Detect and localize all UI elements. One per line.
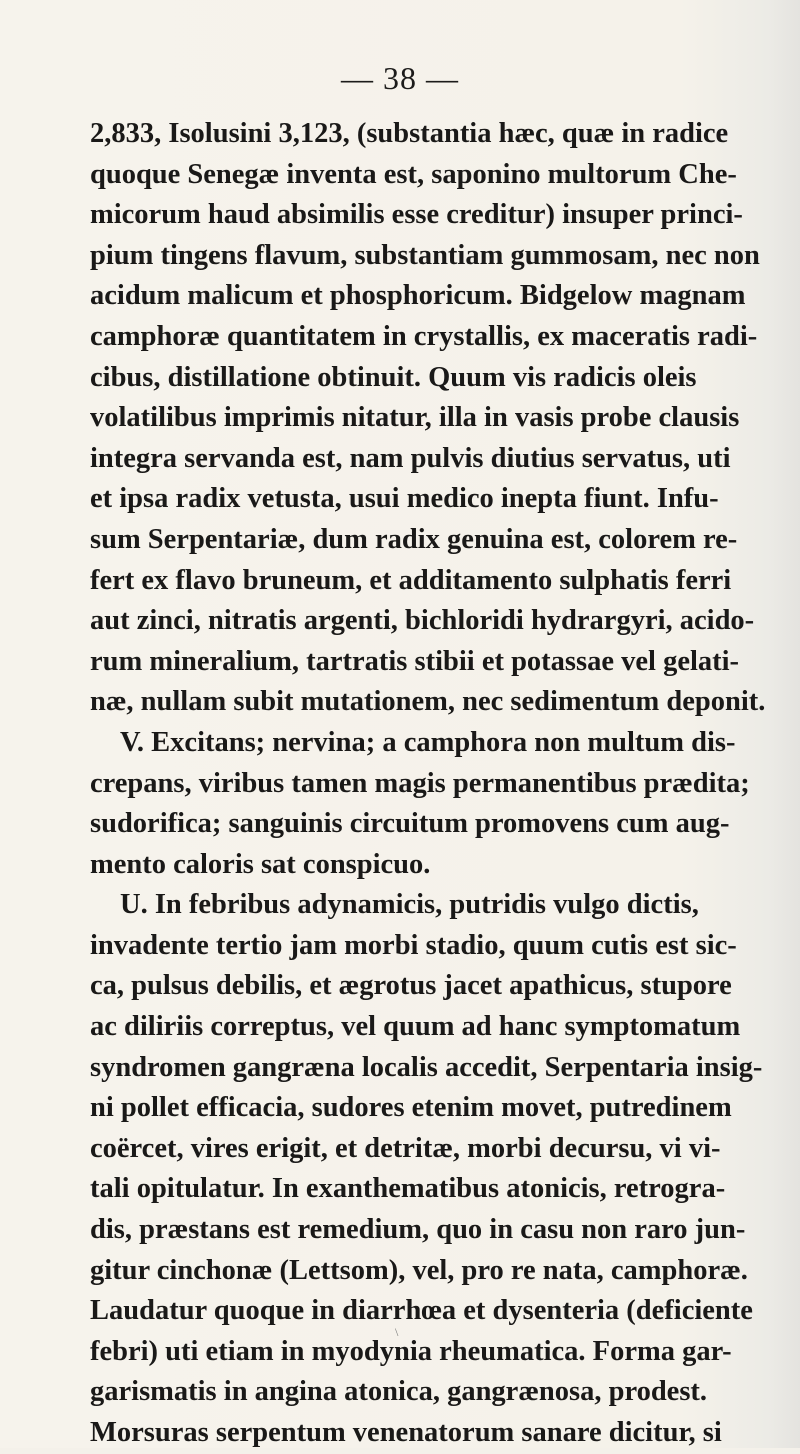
text-line: aut zinci, nitratis argenti, bichloridi hydrargyri, acido- <box>90 605 755 637</box>
text-line: V. Excitans; nervina; a camphora non multum dis- <box>120 726 736 758</box>
text-line: rum mineralium, tartratis stibii et potassae vel gelati- <box>90 645 740 677</box>
text-line: gitur cinchonæ (Lettsom), vel, pro re nata, camphoræ. <box>90 1254 748 1286</box>
text-line: sum Serpentariæ, dum radix genuina est, colorem re- <box>90 523 738 555</box>
text-line: ca, pulsus debilis, et ægrotus jacet apathicus, stupore <box>90 970 732 1002</box>
text-line: ni pollet efficacia, sudores etenim movet, putredinem <box>90 1092 732 1124</box>
text-line: 2,833, Isolusini 3,123, (substantia hæc, quæ in radice <box>90 118 729 149</box>
text-line: syndromen gangræna localis accedit, Serpentaria insig- <box>90 1051 763 1083</box>
text-line: ac diliriis correptus, vel quum ad hanc symptomatum <box>90 1011 741 1043</box>
text-line: quoque Senegæ inventa est, saponino multorum Che- <box>90 158 737 190</box>
text-line: sudorifica; sanguinis circuitum promovens cum aug- <box>90 808 730 840</box>
text-line: mento caloris sat conspicuo. <box>90 848 431 880</box>
text-line: U. In febribus adynamicis, putridis vulgo dictis, <box>120 889 699 921</box>
text-line: dis, præstans est remedium, quo in casu non raro jun- <box>90 1214 746 1246</box>
text-line: Morsuras serpentum venenatorum sanare dicitur, si <box>90 1417 722 1448</box>
text-line: coërcet, vires erigit, et detritæ, morbi decursu, vi vi- <box>90 1132 721 1164</box>
text-line: invadente tertio jam morbi stadio, quum cutis est sic- <box>90 929 737 961</box>
text-line: acidum malicum et phosphoricum. Bidgelow magnam <box>90 280 746 312</box>
text-line: integra servanda est, nam pulvis diutius servatus, uti <box>90 442 731 474</box>
text-line: næ, nullam subit mutationem, nec sedimentum deponit. <box>90 686 766 718</box>
text-line: camphoræ quantitatem in crystallis, ex maceratis radi- <box>90 320 758 352</box>
stray-mark: \ <box>395 1325 399 1339</box>
text-line: cibus, distillatione obtinuit. Quum vis radicis oleis <box>90 361 697 393</box>
text-line: Laudatur quoque in diarrhœa et dysenteria (deficiente <box>90 1295 753 1327</box>
text-line: pium tingens flavum, substantiam gummosam, nec non <box>90 239 760 271</box>
text-line: crepans, viribus tamen magis permanentibus prædita; <box>90 767 750 799</box>
text-line: fert ex flavo bruneum, et additamento sulphatis ferri <box>90 564 732 596</box>
text-line: garismatis in angina atonica, gangrænosa, prodest. <box>90 1376 708 1408</box>
page-number: — 38 — <box>341 60 459 96</box>
text-line: febri) uti etiam in myodynia rheumatica. Forma gar- <box>90 1335 732 1367</box>
text-line: tali opitulatur. In exanthematibus atonicis, retrogra- <box>90 1173 726 1205</box>
body-text <box>90 114 800 1454</box>
text-line: et ipsa radix vetusta, usui medico inepta fiunt. Infu- <box>90 483 719 515</box>
text-line: micorum haud absimilis esse creditur) insuper princi- <box>90 199 743 231</box>
text-line: volatilibus imprimis nitatur, illa in vasis probe clausis <box>90 402 740 434</box>
